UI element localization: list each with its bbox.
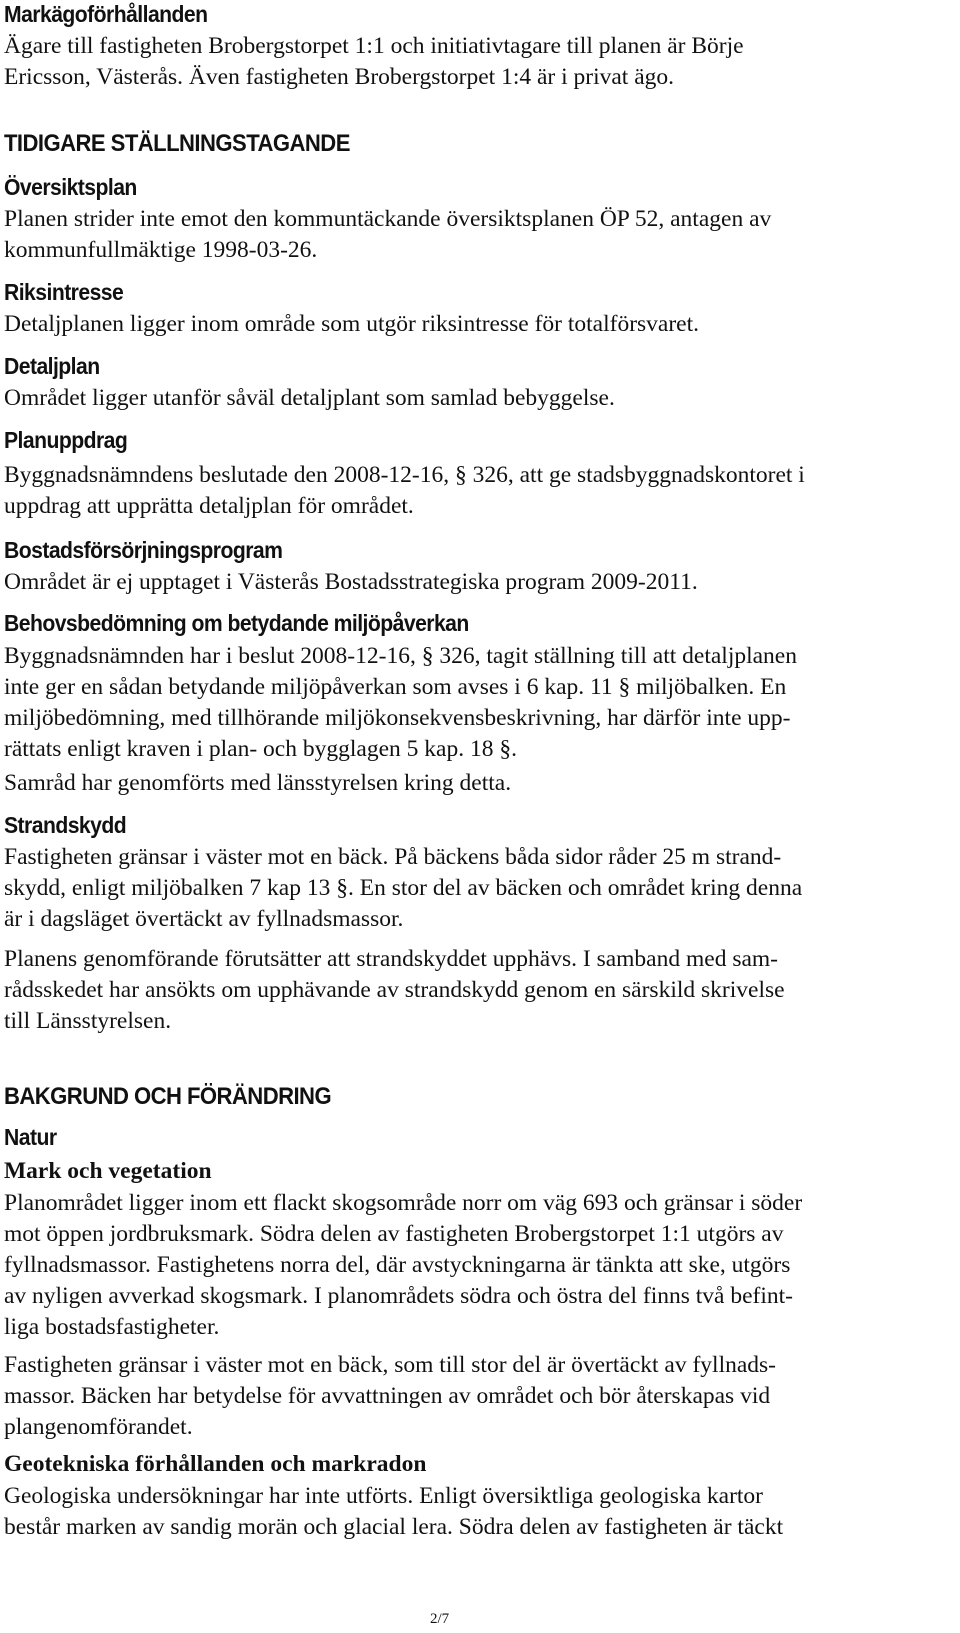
heading-markagoforhallanden: Markägoförhållanden [4, 1, 208, 27]
heading-riksintresse: Riksintresse [4, 279, 124, 305]
heading-bakgrund-och-forandring: BAKGRUND OCH FÖRÄNDRING [4, 1083, 332, 1110]
paragraph-mark-och-vegetation: Planområdet ligger inom ett flackt skogsområde norr om väg 693 och gränsar i söder mot öppen jordbruksmark. Södra delen av fastigheten Brobergstorpet 1:1 utgörs av fyllnadsmassor. Fastighetens norra del, där avstyckningarna är tänkta att ske, utgörs av nyligen avverkad skogsmark. I planområdets södra och östra del finns två befint- liga bostadsfastigheter. [4, 1190, 803, 1340]
page-number: 2/7 [430, 1611, 450, 1627]
heading-tidigare-stallningstagande: TIDIGARE STÄLLNINGSTAGANDE [4, 130, 350, 157]
paragraph-markagoforhallanden: Ägare till fastigheten Brobergstorpet 1:1 och initiativtagare till planen är Börje Ericsson, Västerås. Även fastigheten Brobergstorpet 1:4 är i privat ägo. [4, 33, 744, 90]
paragraph-strandskydd-upphavs: Planens genomförande förutsätter att strandskyddet upphävs. I samband med sam- rådsskedet har ansökts om upphävande av strandskydd genom en särskild skrivelse till Länsstyrelsen. [4, 946, 785, 1034]
paragraph-oversiktsplan: Planen strider inte emot den kommuntäckande översiktsplanen ÖP 52, antagen av kommunfullmäktige 1998-03-26. [4, 206, 772, 263]
heading-behovsbedomning: Behovsbedömning om betydande miljöpåverkan [4, 610, 469, 636]
heading-natur: Natur [4, 1124, 57, 1150]
paragraph-samrad: Samråd har genomförts med länsstyrelsen kring detta. [4, 770, 512, 796]
heading-mark-och-vegetation: Mark och vegetation [4, 1158, 212, 1184]
paragraph-behovsbedomning: Byggnadsnämnden har i beslut 2008-12-16, § 326, tagit ställning till att detaljplanen inte ger en sådan betydande miljöpåverkan som avses i 6 kap. 11 § miljöbalken. En miljöbedömning, med tillhörande miljökonsekvensbeskrivning, har därför inte upp- rättats enligt kraven i plan- och bygglagen 5 kap. 18 §. [4, 643, 797, 762]
heading-bostadsforsorjningsprogram: Bostadsförsörjningsprogram [4, 537, 283, 563]
paragraph-planuppdrag: Byggnadsnämndens beslutade den 2008-12-16, § 326, att ge stadsbyggnadskontoret i uppdrag att upprätta detaljplan för området. [4, 462, 805, 519]
paragraph-geotekniska-forhallanden: Geologiska undersökningar har inte utförts. Enligt översiktliga geologiska kartor består marken av sandig morän och glacial lera. Södra delen av fastigheten är täckt [4, 1483, 784, 1540]
heading-strandskydd: Strandskydd [4, 812, 127, 838]
heading-geotekniska-forhallanden: Geotekniska förhållanden och markradon [4, 1451, 427, 1477]
paragraph-bostadsforsorjningsprogram: Området är ej upptaget i Västerås Bostadsstrategiska program 2009-2011. [4, 569, 698, 595]
paragraph-riksintresse: Detaljplanen ligger inom område som utgör riksintresse för totalförsvaret. [4, 311, 700, 337]
heading-oversiktsplan: Översiktsplan [4, 174, 137, 200]
heading-detaljplan: Detaljplan [4, 353, 100, 379]
paragraph-backen: Fastigheten gränsar i väster mot en bäck, som till stor del är övertäckt av fyllnads- massor. Bäcken har betydelse för avvattningen av området och bör återskapas vid plangenomförandet. [4, 1352, 777, 1440]
paragraph-strandskydd: Fastigheten gränsar i väster mot en bäck. På bäckens båda sidor råder 25 m strand- skydd, enligt miljöbalken 7 kap 13 §. En stor del av bäcken och området kring denna är i dagsläget övertäckt av fyllnadsmassor. [4, 844, 803, 932]
heading-planuppdrag: Planuppdrag [4, 427, 128, 453]
paragraph-detaljplan: Området ligger utanför såväl detaljplant som samlad bebyggelse. [4, 385, 615, 411]
